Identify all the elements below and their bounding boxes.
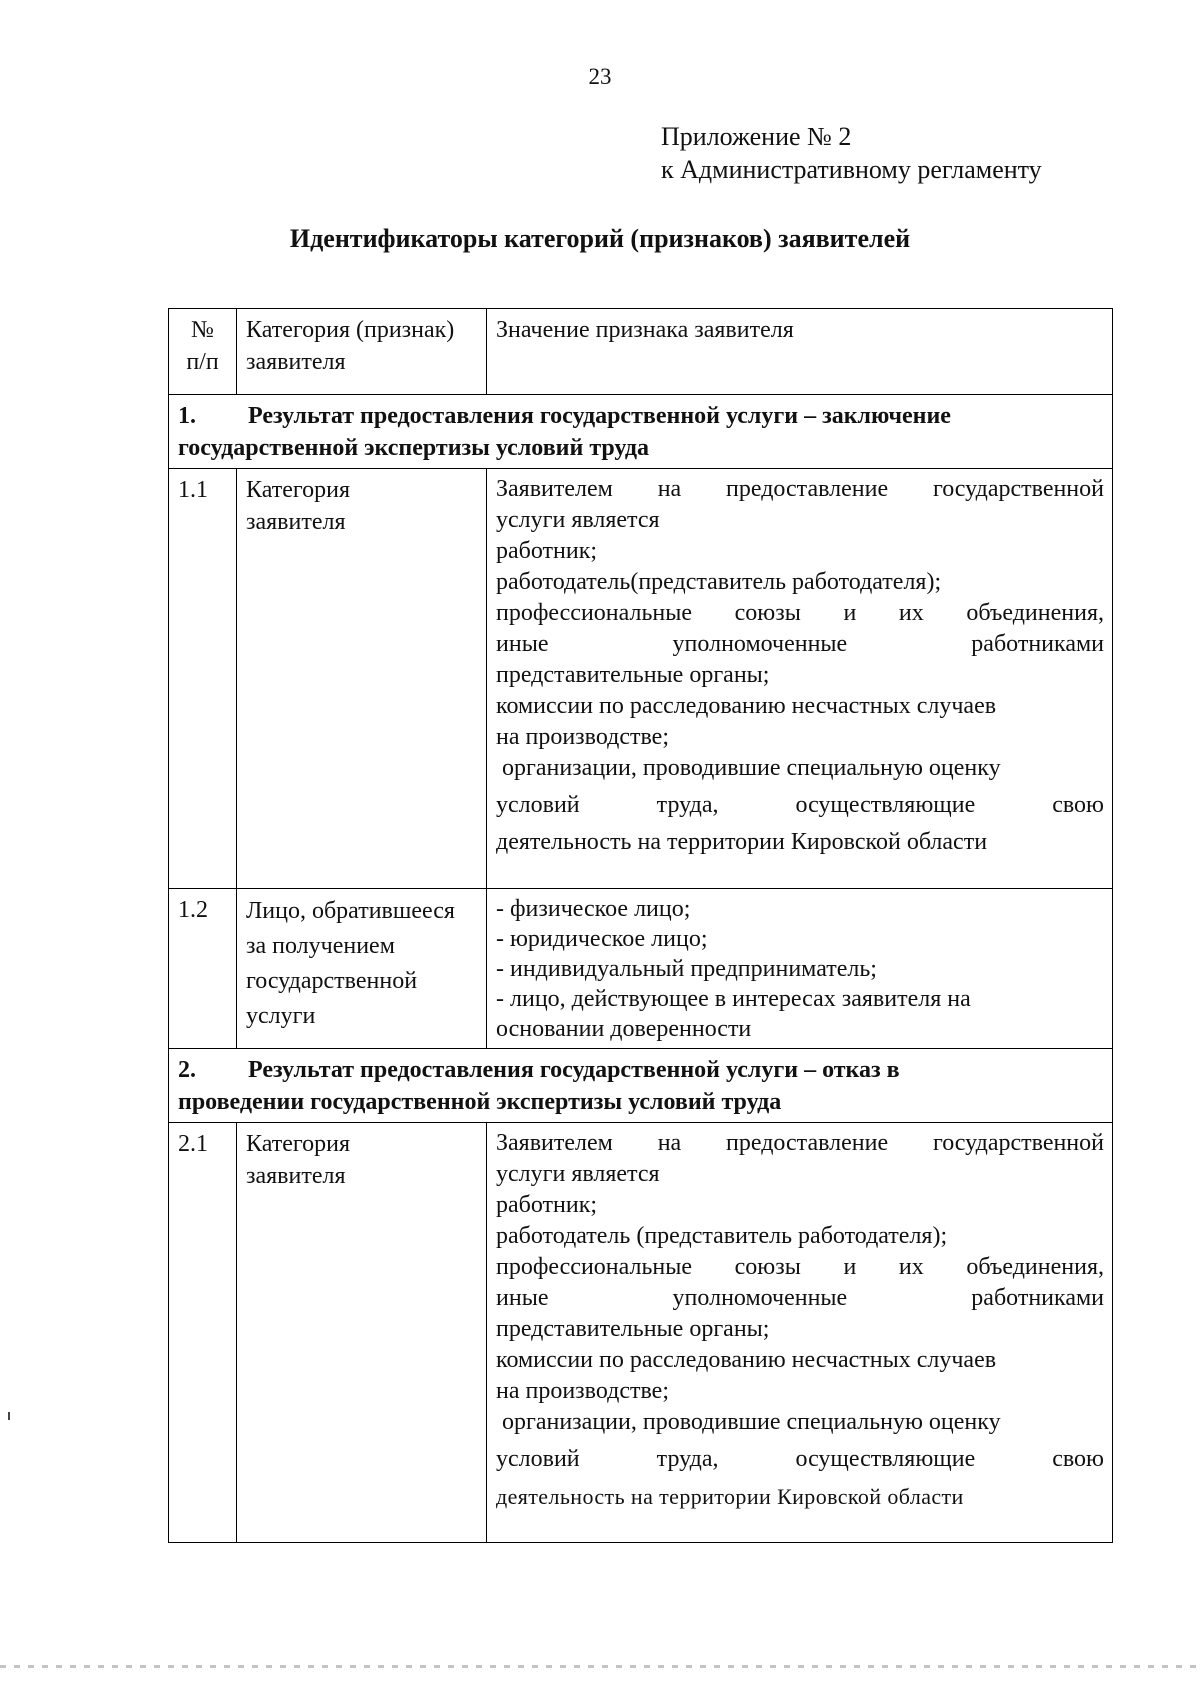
table-row (169, 1123, 1113, 1543)
value-line: - индивидуальный предприниматель; (496, 956, 877, 982)
value-line: организации, проводившие специальную оценку (496, 1409, 1001, 1435)
value-line: Заявителем на предоставление государственной (496, 476, 1104, 502)
section-title-line: государственной экспертизы условий труда (178, 435, 650, 461)
value-line: работник; (496, 538, 598, 564)
value-line: - юридическое лицо; (496, 926, 708, 952)
section-row (169, 1049, 1113, 1123)
value-line: работодатель(представитель работодателя); (496, 569, 942, 595)
header-category-line: заявителя (246, 349, 346, 375)
row-category (237, 889, 487, 1049)
value-line: деятельность на территории Кировской области (496, 829, 988, 855)
value-line: иные уполномоченные работниками (496, 631, 1104, 657)
section-title-line: проведении государственной экспертизы условий труда (178, 1089, 782, 1115)
value-line: профессиональные союзы и их объединения, (496, 600, 1104, 626)
value-line: организации, проводившие специальную оценку (496, 755, 1001, 781)
row-number: 2.1 (169, 1123, 237, 1543)
section-number: 2. (178, 1057, 196, 1083)
value-line: на производстве; (496, 1378, 670, 1404)
row-value (487, 1123, 1113, 1543)
applicant-categories-table (168, 308, 1113, 1543)
value-line: комиссии по расследованию несчастных случаев (496, 693, 997, 719)
category-line: государственной (246, 968, 418, 994)
header-category-cell (237, 309, 487, 395)
row-category (237, 1123, 487, 1543)
value-line: деятельность на территории Кировской области (496, 1484, 964, 1509)
value-line: работодатель (представитель работодателя); (496, 1223, 948, 1249)
category-line: Лицо, обратившееся (246, 898, 455, 924)
table-row (169, 889, 1113, 1049)
category-line: заявителя (246, 509, 346, 535)
appendix-reference (661, 120, 1042, 186)
value-line: условий труда, осуществляющие свою (496, 792, 1104, 818)
section-title-cell (169, 395, 1113, 469)
appendix-line-1: Приложение № 2 (661, 122, 852, 151)
appendix-line-2: к Административному регламенту (661, 155, 1042, 184)
header-num-line: п/п (186, 349, 219, 375)
category-line: Категория (246, 477, 350, 503)
header-value-cell: Значение признака заявителя (487, 309, 1113, 395)
row-number: 1.1 (169, 469, 237, 889)
value-line: иные уполномоченные работниками (496, 1285, 1104, 1311)
category-line: за получением (246, 933, 395, 959)
value-line: услуги является (496, 507, 660, 533)
value-line: представительные органы; (496, 1316, 770, 1342)
category-line: услуги (246, 1003, 316, 1029)
document-title: Идентификаторы категорий (признаков) заявителей (289, 224, 911, 253)
header-num-cell (169, 309, 237, 395)
value-line: условий труда, осуществляющие свою (496, 1446, 1104, 1472)
row-value (487, 469, 1113, 889)
page-number: 23 (588, 64, 612, 89)
value-line: работник; (496, 1192, 598, 1218)
value-line: профессиональные союзы и их объединения, (496, 1254, 1104, 1280)
value-line: на производстве; (496, 724, 670, 750)
value-line: Заявителем на предоставление государственной (496, 1130, 1104, 1156)
value-line: комиссии по расследованию несчастных случаев (496, 1347, 997, 1373)
row-category (237, 469, 487, 889)
header-num-line: № (191, 317, 214, 343)
scan-margin-mark (8, 1412, 10, 1420)
value-line: услуги является (496, 1161, 660, 1187)
row-value (487, 889, 1113, 1049)
section-title-line: Результат предоставления государственной услуги – заключение (248, 403, 951, 429)
value-line: - физическое лицо; (496, 896, 691, 922)
section-row (169, 395, 1113, 469)
section-title-line: Результат предоставления государственной услуги – отказ в (248, 1057, 900, 1083)
value-line: - лицо, действующее в интересах заявителя на (496, 986, 971, 1012)
table-header-row (169, 309, 1113, 395)
row-number: 1.2 (169, 889, 237, 1049)
category-line: Категория (246, 1131, 350, 1157)
header-category-line: Категория (признак) (246, 317, 455, 343)
section-number: 1. (178, 403, 196, 429)
value-line: основании доверенности (496, 1016, 752, 1042)
scan-bottom-edge (0, 1665, 1200, 1668)
section-title-cell (169, 1049, 1113, 1123)
category-line: заявителя (246, 1163, 346, 1189)
value-line: представительные органы; (496, 662, 770, 688)
table-row (169, 469, 1113, 889)
